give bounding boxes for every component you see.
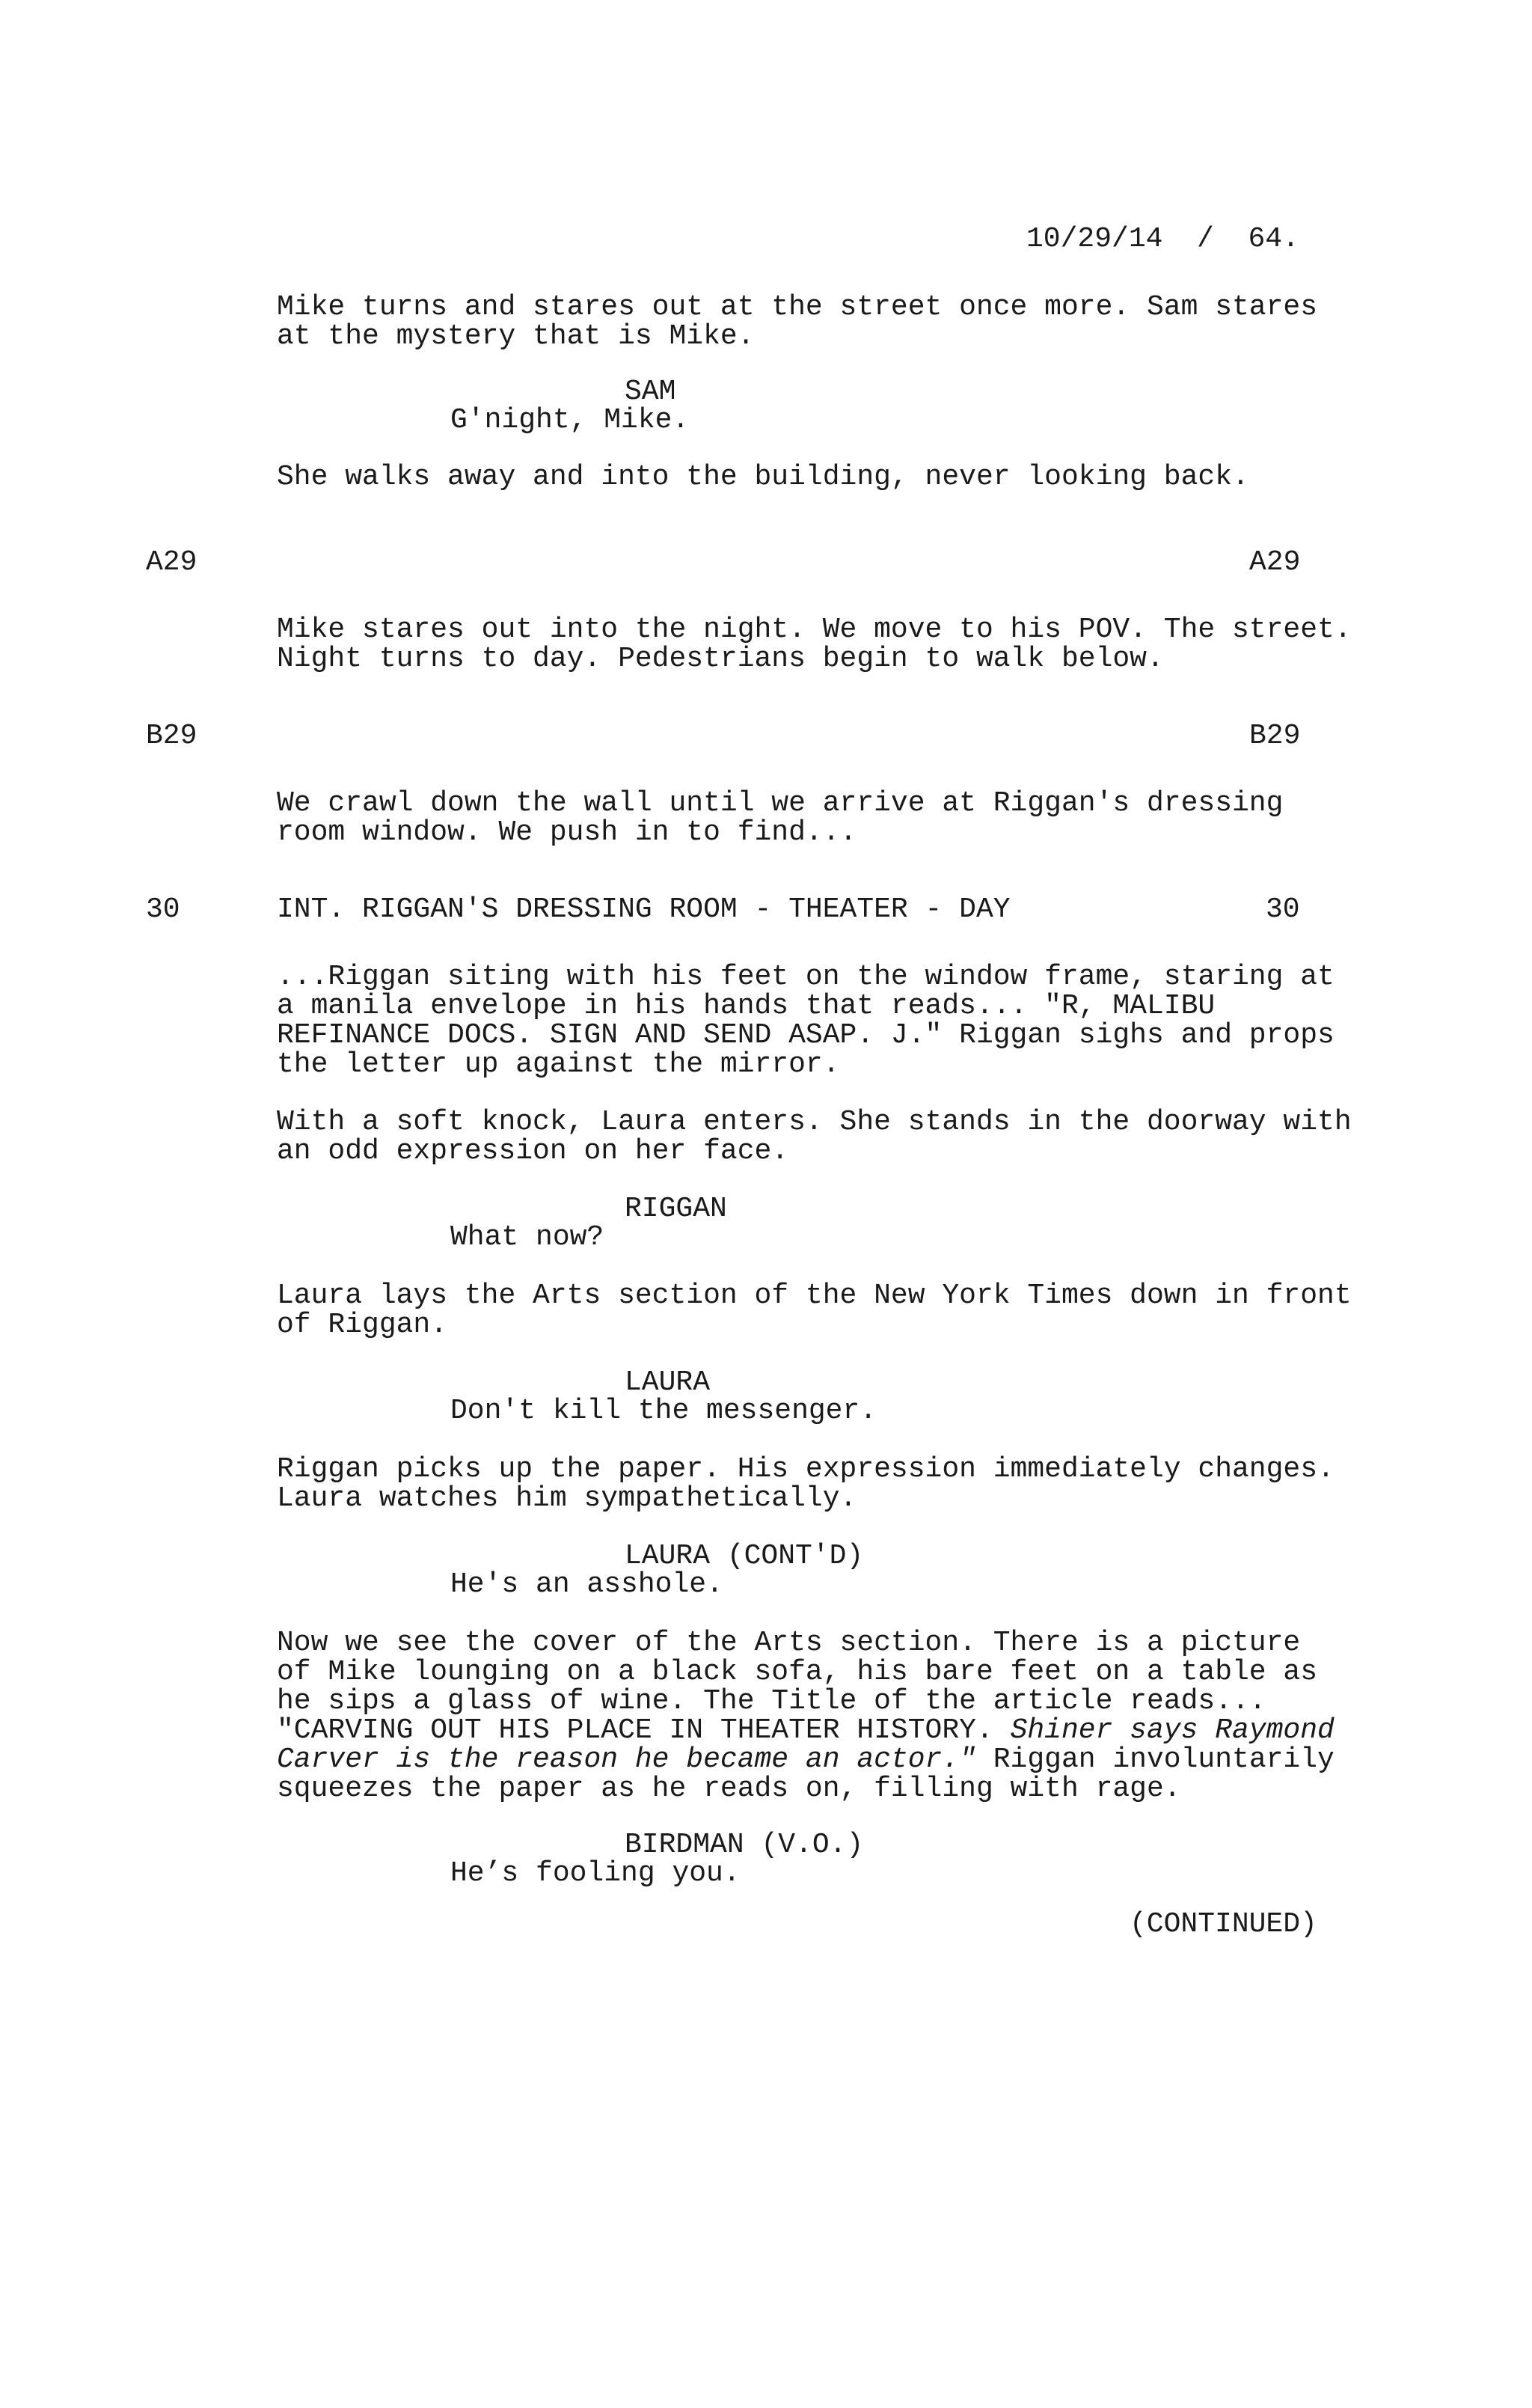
scene-number-left: B29 [146, 720, 197, 752]
action-paragraph: Mike turns and stares out at the street once more. Sam stares at the mystery that is Mike. [277, 291, 1318, 352]
character-name: LAURA (CONT'D) [625, 1540, 864, 1572]
dialogue-line: He’s fooling you. [450, 1857, 741, 1889]
scene-number-left: A29 [146, 546, 197, 578]
dialogue-line: He's an asshole. [450, 1568, 723, 1601]
scene-number-right: A29 [1249, 546, 1301, 578]
action-paragraph: We crawl down the wall until we arrive at Riggan's dressing room window. We push in to find... [277, 787, 1284, 849]
continued-marker: (CONTINUED) [1130, 1908, 1317, 1940]
character-name: SAM [625, 376, 676, 408]
character-name: RIGGAN [625, 1193, 727, 1225]
scene-number-right: 30 [1266, 893, 1300, 926]
character-name: BIRDMAN (V.O.) [625, 1829, 864, 1861]
dialogue-line: G'night, Mike. [450, 404, 690, 436]
action-paragraph: With a soft knock, Laura enters. She stands in the doorway with an odd expression on her face. [277, 1106, 1352, 1167]
character-name: LAURA [625, 1366, 711, 1399]
dialogue-line: What now? [450, 1221, 604, 1253]
action-paragraph: Laura lays the Arts section of the New York Times down in front of Riggan. [277, 1280, 1352, 1341]
scene-number-right: B29 [1249, 720, 1301, 752]
scene-heading: INT. RIGGAN'S DRESSING ROOM - THEATER - DAY [277, 893, 1011, 926]
action-paragraph: Riggan picks up the paper. His expression immediately changes. Laura watches him sympathetically. [277, 1453, 1335, 1515]
action-text: Riggan involuntarily squeezes the paper as he reads on, filling with rage. [277, 1744, 1335, 1805]
dialogue-line: Don't kill the messenger. [450, 1395, 877, 1427]
page-number: 10/29/14 / 64. [1026, 223, 1299, 255]
action-paragraph: Mike stares out into the night. We move to his POV. The street. Night turns to day. Pedestrians begin to walk below. [277, 614, 1352, 675]
action-text: Now we see the cover of the Arts section. There is a picture of Mike lounging on a black sofa, his bare feet on a table as he sips a glass of wine. The Title of the article reads... "CARVING OUT HIS PLACE IN THEATER HISTORY. [277, 1627, 1318, 1747]
scene-number-left: 30 [146, 893, 180, 926]
action-paragraph: She walks away and into the building, never looking back. [277, 461, 1249, 493]
action-paragraph [277, 1628, 1354, 1803]
italic-quote: Shiner says Raymond Carver is the reason he became an actor." [277, 1714, 1335, 1776]
action-paragraph: ...Riggan siting with his feet on the window frame, staring at a manila envelope in his hands that reads... "R, MALIBU REFINANCE DOCS. SIGN AND SEND ASAP. J." Riggan sighs and props the letter up against the mirror. [277, 961, 1335, 1081]
